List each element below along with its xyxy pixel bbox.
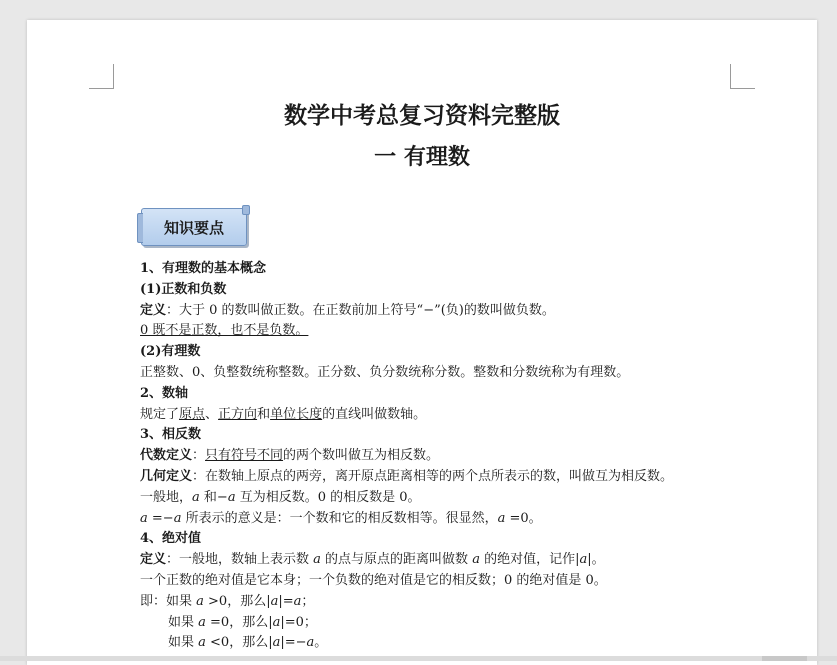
text-run: =0，那么| xyxy=(205,614,273,630)
variable-a: a xyxy=(272,614,281,630)
variable-a: a xyxy=(227,489,236,505)
definition-label: 定义 xyxy=(140,552,167,568)
opposite-general xyxy=(140,488,800,509)
text-run: 的两个数叫做互为相反数。 xyxy=(283,448,440,464)
text-run: 一般地， xyxy=(140,489,193,505)
chapter-title: 一 有理数 xyxy=(374,144,470,170)
variable-a: a xyxy=(198,635,206,651)
absolute-case-positive xyxy=(140,592,800,613)
text-run: 。 xyxy=(314,635,328,651)
zero-note-line xyxy=(140,321,800,342)
variable-a: a xyxy=(192,489,200,505)
heading-basic-concepts: 1、有理数的基本概念 xyxy=(140,261,267,276)
text-run: ：在数轴上原点的两旁，离开原点距离相等的两个点所表示的数，叫做互为相反数。 xyxy=(192,468,674,484)
subheading-rational: (2)有理数 xyxy=(140,344,201,360)
document-page xyxy=(27,20,817,665)
text-run: ； xyxy=(301,593,315,609)
text-run: <0，那么| xyxy=(205,635,273,651)
term-sign-only: 只有符号不同 xyxy=(205,448,284,464)
horizontal-scrollbar[interactable] xyxy=(0,656,837,661)
margin-corner-top-left xyxy=(89,64,114,89)
variable-a: a xyxy=(173,510,182,526)
text-run: |= xyxy=(278,593,294,609)
absolute-rule: 一个正数的绝对值是它本身；一个负数的绝对值是它的相反数；0 的绝对值是 0。 xyxy=(140,572,607,588)
text-run: 和 xyxy=(257,406,271,422)
text-run: ： xyxy=(192,448,206,464)
definition-positive-negative xyxy=(140,301,800,322)
text-run: 如果 xyxy=(168,614,199,630)
absolute-case-negative xyxy=(140,633,800,654)
geometric-definition xyxy=(140,467,800,488)
rational-definition: 正整数、0、负整数统称整数。正分数、负分数统称分数。整数和分数统称为有理数。 xyxy=(140,364,630,380)
variable-a: a xyxy=(196,593,204,609)
opposite-meaning xyxy=(140,509,800,530)
term-unit-length: 单位长度 xyxy=(270,406,323,422)
scrollbar-thumb[interactable] xyxy=(762,656,807,661)
text-run: |。 xyxy=(587,552,605,568)
text-run: 的直线叫做数轴。 xyxy=(322,406,427,422)
text-run: ：一般地，数轴上表示数 xyxy=(166,552,314,568)
text-run: 即：如果 xyxy=(140,593,197,609)
term-direction: 正方向 xyxy=(218,406,258,422)
variable-a: a xyxy=(140,510,148,526)
text-run: |=0； xyxy=(280,614,317,630)
text-run: |=− xyxy=(280,635,307,651)
variable-a: a xyxy=(313,552,321,568)
text-run: =0。 xyxy=(505,510,542,526)
number-line-definition xyxy=(140,405,800,426)
text-run: 的绝对值，记作| xyxy=(479,552,580,568)
variable-a: a xyxy=(306,635,315,651)
variable-a: a xyxy=(497,510,506,526)
variable-a: a xyxy=(272,635,281,651)
heading-opposite-numbers: 3、相反数 xyxy=(140,427,202,443)
section-badge xyxy=(141,208,247,246)
margin-corner-top-right xyxy=(730,64,755,89)
document-title: 数学中考总复习资料完整版 xyxy=(284,102,560,129)
section-badge-label: 知识要点 xyxy=(163,218,224,237)
definition-label: 几何定义 xyxy=(140,468,193,484)
text-run: 和− xyxy=(199,489,228,505)
heading-absolute-value: 4、绝对值 xyxy=(140,531,202,547)
absolute-case-zero xyxy=(140,613,800,634)
variable-a: a xyxy=(270,593,279,609)
zero-note: 0 既不是正数，也不是负数。 xyxy=(140,323,309,339)
text-run: 互为相反数。0 的相反数是 0。 xyxy=(235,489,421,505)
text-run: 、 xyxy=(205,406,219,422)
text-run: 如果 xyxy=(168,635,199,651)
algebraic-definition xyxy=(140,446,800,467)
term-origin: 原点 xyxy=(179,406,206,422)
variable-a: a xyxy=(198,614,206,630)
variable-a: a xyxy=(579,552,588,568)
text-run: >0，那么| xyxy=(203,593,271,609)
text-run: =− xyxy=(147,510,174,526)
text-run: 的点与原点的距离叫做数 xyxy=(320,552,473,568)
definition-label: 代数定义 xyxy=(140,448,193,464)
definition-text: ：大于 0 的数叫做正数。在正数前加上符号“−”(负)的数叫做负数。 xyxy=(166,302,555,318)
absolute-definition xyxy=(140,550,800,571)
text-run: 所表示的意义是：一个数和它的相反数相等。很显然， xyxy=(181,510,498,526)
text-run: 规定了 xyxy=(140,406,180,422)
document-body xyxy=(140,259,800,654)
subheading-positive-negative: (1)正数和负数 xyxy=(140,281,227,297)
variable-a: a xyxy=(293,593,302,609)
heading-number-line: 2、数轴 xyxy=(140,385,189,401)
variable-a: a xyxy=(472,552,480,568)
definition-label: 定义 xyxy=(140,302,167,318)
